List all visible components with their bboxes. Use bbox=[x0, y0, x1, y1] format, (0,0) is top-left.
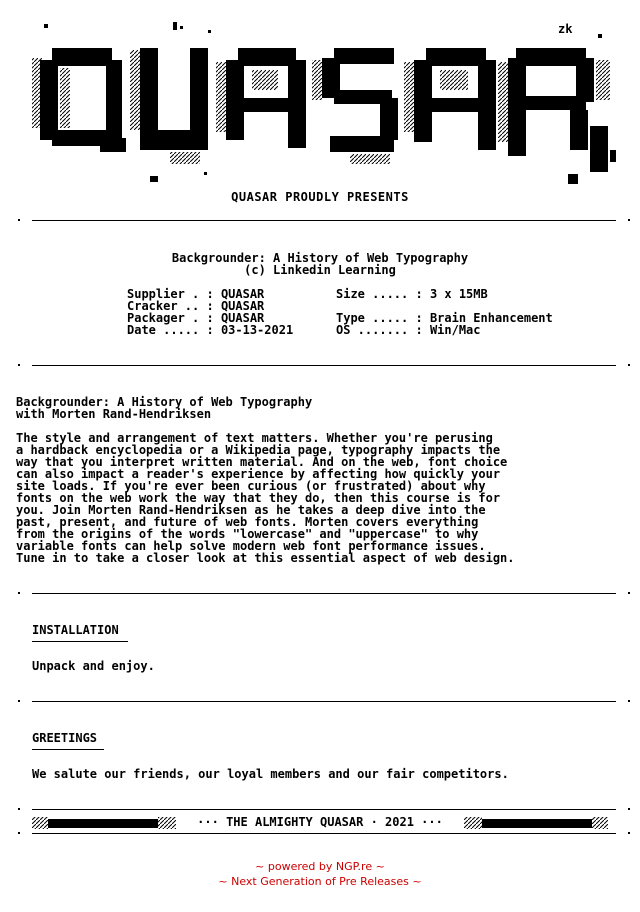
credits-line-1: ~ powered by NGP.re ~ bbox=[255, 860, 385, 873]
divider-dot bbox=[18, 364, 20, 366]
divider-dot bbox=[18, 832, 20, 834]
size-row bbox=[336, 288, 488, 300]
field-value: 03-13-2021 bbox=[220, 323, 294, 337]
description-line: The style and arrangement of text matters. Whether you're perusing bbox=[16, 431, 493, 445]
description-subtitle: with Morten Rand-Hendriksen bbox=[16, 407, 212, 421]
divider-dot bbox=[628, 808, 630, 810]
os-row bbox=[336, 324, 481, 336]
quasar-logo bbox=[30, 18, 620, 190]
field-label: OS ....... : bbox=[336, 323, 423, 337]
field-value: 3 x 15MB bbox=[429, 287, 488, 301]
divider bbox=[32, 701, 616, 702]
divider-dot bbox=[18, 700, 20, 702]
field-value: QUASAR bbox=[220, 299, 265, 313]
field-label: Supplier . : bbox=[127, 287, 214, 301]
divider-dot bbox=[628, 832, 630, 834]
divider-dot bbox=[18, 219, 20, 221]
description-line: you. Join Morten Rand-Hendriksen as he takes a deep dive into the bbox=[16, 503, 486, 517]
divider-dot bbox=[628, 364, 630, 366]
description-line: fonts on the web work the way that they do, then this course is for bbox=[16, 491, 501, 505]
field-label: Cracker .. : bbox=[127, 299, 214, 313]
installation-text: Unpack and enjoy. bbox=[32, 659, 155, 673]
greetings-heading: GREETINGS bbox=[32, 731, 98, 745]
field-value: QUASAR bbox=[220, 287, 265, 301]
description-line: Tune in to take a closer look at this essential aspect of web design. bbox=[16, 551, 515, 565]
heading-underline bbox=[32, 641, 128, 642]
divider bbox=[32, 220, 616, 221]
heading-underline bbox=[32, 749, 104, 750]
description-line: from the origins of the words "lowercase" and "uppercase" to why bbox=[16, 527, 479, 541]
credits-line-2: ~ Next Generation of Pre Releases ~ bbox=[218, 875, 422, 888]
divider bbox=[32, 809, 616, 810]
installation-heading: INSTALLATION bbox=[32, 623, 119, 637]
divider bbox=[32, 833, 616, 834]
description-title: Backgrounder: A History of Web Typography bbox=[16, 395, 313, 409]
date-row bbox=[127, 324, 293, 336]
description-line: variable fonts can help solve modern web font performance issues. bbox=[16, 539, 486, 553]
field-value: Brain Enhancement bbox=[429, 311, 553, 325]
divider-dot bbox=[18, 808, 20, 810]
field-label: Size ..... : bbox=[336, 287, 423, 301]
divider bbox=[32, 365, 616, 366]
description-line: way that you interpret written material. And on the web, font choice bbox=[16, 455, 508, 469]
field-label: Date ..... : bbox=[127, 323, 214, 337]
tagline: QUASAR PROUDLY PRESENTS bbox=[231, 190, 409, 204]
field-label: Packager . : bbox=[127, 311, 214, 325]
divider bbox=[32, 593, 616, 594]
divider-dot bbox=[18, 592, 20, 594]
description-line: can also impact a reader's experience by affecting how quickly your bbox=[16, 467, 501, 481]
divider-dot bbox=[628, 219, 630, 221]
field-value: Win/Mac bbox=[429, 323, 481, 337]
field-label: Type ..... : bbox=[336, 311, 423, 325]
footer-text: ··· THE ALMIGHTY QUASAR · 2021 ··· bbox=[197, 815, 443, 829]
release-publisher: (c) Linkedin Learning bbox=[244, 263, 396, 277]
greetings-text: We salute our friends, our loyal members and our fair competitors. bbox=[32, 767, 509, 781]
divider-dot bbox=[628, 700, 630, 702]
description-line: a hardback encyclopedia or a Wikipedia page, typography impacts the bbox=[16, 443, 501, 457]
description-line: site loads. If you're ever been curious (or frustrated) about why bbox=[16, 479, 486, 493]
field-value: QUASAR bbox=[220, 311, 265, 325]
description-line: past, present, and future of web fonts. Morten covers everything bbox=[16, 515, 479, 529]
divider-dot bbox=[628, 592, 630, 594]
release-title: Backgrounder: A History of Web Typography bbox=[171, 251, 469, 265]
footer-label: THE ALMIGHTY QUASAR · 2021 bbox=[226, 815, 414, 829]
corner-tag: zk bbox=[558, 22, 573, 36]
